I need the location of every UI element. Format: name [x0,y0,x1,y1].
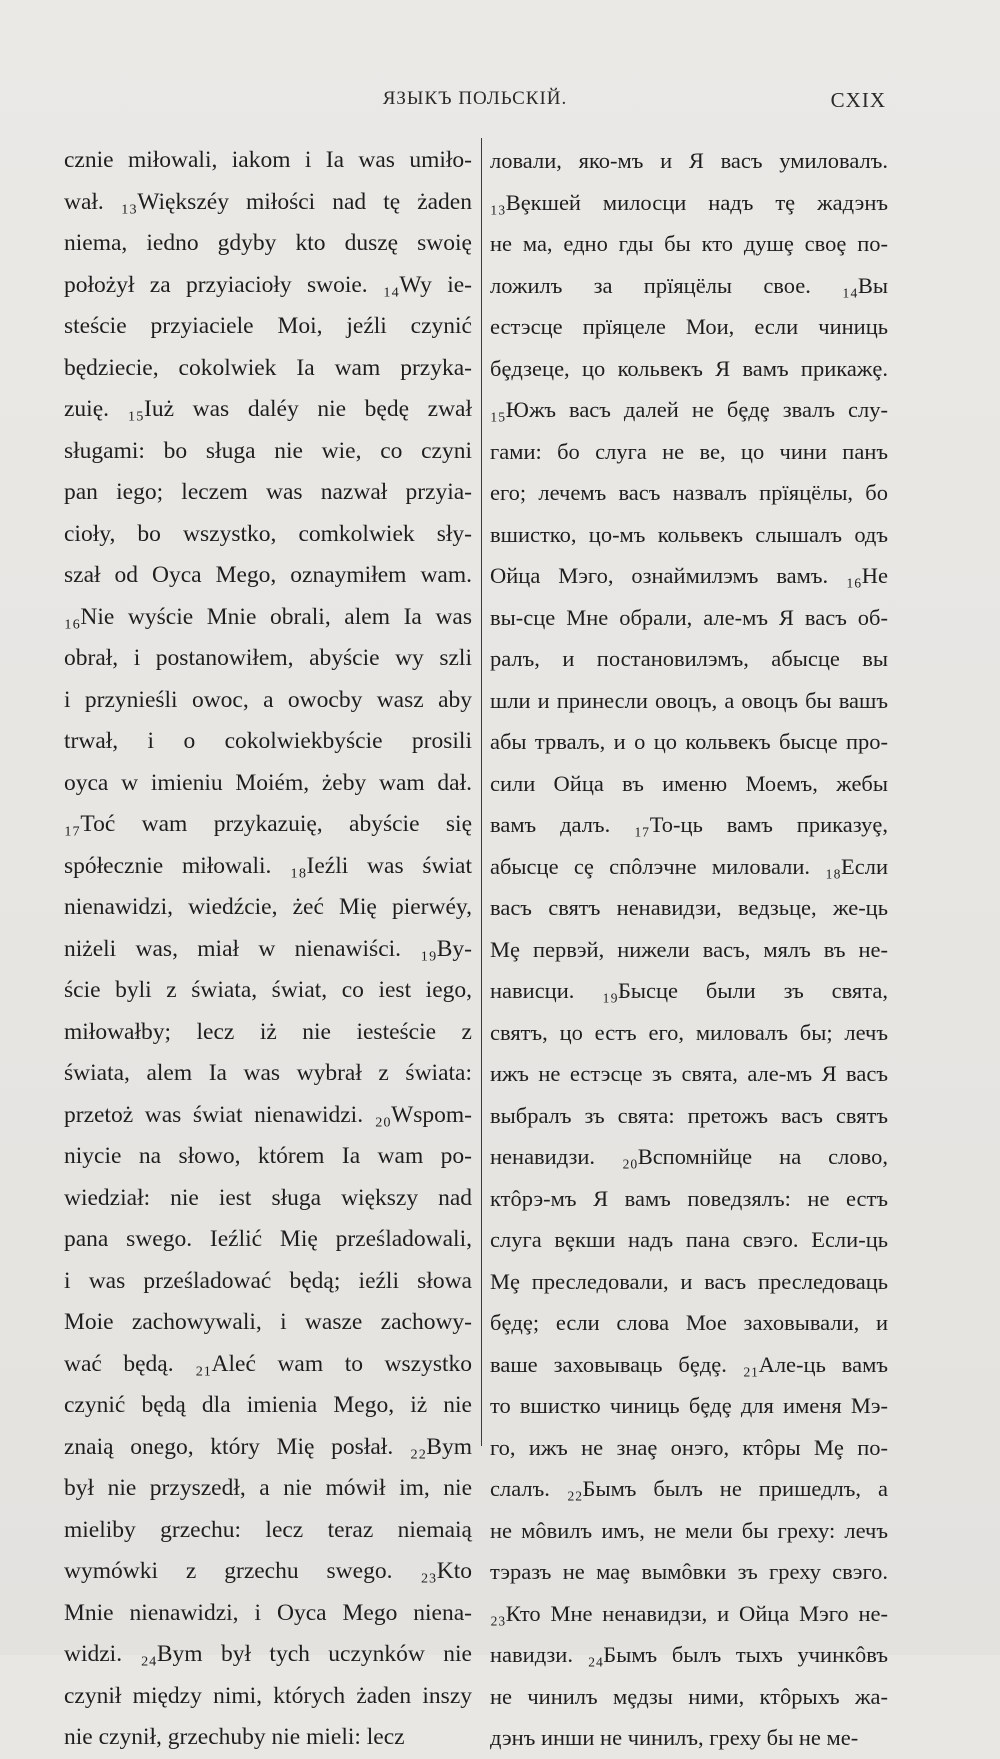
cyrillic-text-line: ₁₅Южъ васъ далей не бȩдȩ звалъ слу- [490,397,888,422]
cyrillic-text-line: го, ижъ не знаȩ онэго, ктôры Мȩ по- [490,1434,888,1460]
cyrillic-text-line: навидзи. ₂₄Бымъ былъ тыхъ учинкôвъ [490,1642,888,1667]
polish-text-line: czynił między nimi, których żaden inszy [64,1682,472,1709]
polish-text-line: znaią onego, który Mię posłał. ₂₂Bym [64,1433,472,1460]
cyrillic-text-line: Мȩ преследовали, и васъ преследоваць [490,1268,888,1294]
running-title: ЯЗЫКЪ ПОЛЬСКIЙ. [382,88,568,109]
polish-text-line: przetoż was świat nienawidzi. ₂₀Wspom- [64,1101,472,1128]
polish-text-line: ście byli z świata, świat, co iest iego, [64,977,472,1003]
polish-text-line: pana swego. Ieźlić Mię prześladowali, [64,1226,472,1252]
polish-text-line: Mnie nienawidzi, i Oyca Mego niena- [64,1599,472,1626]
polish-text-line: i przynieśli owoc, a owocby wasz aby [64,686,472,713]
polish-text-line: spółecznie miłowali. ₁₈Ieźli was świat [64,852,472,879]
cyrillic-text-line: слалъ. ₂₂Бымъ былъ не пришедлъ, а [490,1476,888,1501]
polish-text-line: oyca w imieniu Moiém, żeby wam dał. [64,769,472,796]
polish-text-line: obrał, i postanowiłem, abyście wy szli [64,645,472,671]
cyrillic-text-line: гами: бо слуга не ве, цо чини панъ [490,438,888,464]
polish-text-line: pan iego; leczem was nazwał przyia- [64,479,472,505]
polish-text-line: sługami: bo sługa nie wie, co czyni [64,437,472,464]
cyrillic-text-line: слуга вȩкши надъ пана свэго. Если-ць [490,1227,888,1252]
cyrillic-text-line: ненавидзи. ₂₀Вспомнiйце на слово, [490,1144,888,1169]
polish-text-line: wiedział: nie iest sługa większy nad [64,1184,472,1211]
polish-text-line: trwał, i o cokolwiekbyście prosili [64,728,472,754]
cyrillic-text-line: Ойца Мэго, ознаймилэмъ вамъ. ₁₆Не [490,563,888,588]
cyrillic-text-line: святъ, цо естъ его, миловалъ бы; лечъ [490,1019,888,1045]
polish-text-line: zuię. ₁₅Iuż was daléy nie będę zwał [64,396,472,422]
cyrillic-text-column [490,140,888,1750]
polish-text-line: nie czynił, grzechuby nie mieli: lecz [64,1724,405,1750]
polish-text-line: widzi. ₂₄Bym był tych uczynków nie [64,1641,472,1667]
cyrillic-text-line: ловали, яко-мъ и Я васъ умиловалъ. [490,148,888,173]
cyrillic-text-line: сили Ойца въ именю Моемъ, жебы [490,770,888,796]
polish-text-line: cznie miłowali, iakom i Ia was umiło- [64,147,472,173]
polish-text-line: wymówki z grzechu swego. ₂₃Kto [64,1558,472,1584]
polish-text-line: niema, iedno gdyby kto duszę swoię [64,230,472,256]
cyrillic-text-line: абысце сȩ спôлэчне миловали. ₁₈Если [490,853,888,879]
polish-text-line: czynić będą dla imienia Mego, iż nie [64,1392,472,1418]
cyrillic-text-line: его; лечемъ васъ назвалъ прïяцëлы, бо [490,480,888,505]
polish-text-line: położył za przyiacioły swoie. ₁₄Wy ie- [64,271,472,298]
polish-text-column [64,140,472,1750]
polish-text-line: wał. ₁₃Większéy miłości nad tę żaden [64,188,472,215]
polish-text-line: cioły, bo wszystko, comkolwiek sły- [64,520,472,547]
polish-text-line: niżeli was, miał w nienawiści. ₁₉By- [64,935,472,962]
cyrillic-text-line: ктôрэ-мъ Я вамъ поведзялъ: не естъ [490,1185,888,1211]
cyrillic-text-line: нависци. ₁₉Бысце были зъ свята, [490,978,888,1003]
page-number: CXIX [830,88,886,112]
cyrillic-text-line: вы-сце Мне обрали, але-мъ Я васъ об- [490,604,888,630]
polish-text-line: szał od Oyca Mego, oznaymiłem wam. [64,562,472,588]
cyrillic-text-line: Мȩ первэй, нижели васъ, мялъ въ не- [490,936,888,962]
polish-text-line: mieliby grzechu: lecz teraz niemaią [64,1516,472,1543]
polish-text-line: steście przyiaciele Moi, jeźli czynić [64,313,472,339]
page-header [64,88,886,118]
cyrillic-text-line: не мôвилъ имъ, не мели бы греху: лечъ [490,1517,888,1543]
cyrillic-text-line: ₁₃Вȩкшей милосци надъ тȩ жадэнъ [490,189,888,215]
polish-text-line: nienawidzi, wiedźcie, żeć Mię pierwéy, [64,894,472,920]
cyrillic-text-line: дэнъ инши не чинилъ, греху бы не ме- [490,1725,859,1750]
cyrillic-text-line: бȩдȩ; если слова Мое заховывали, и [490,1310,888,1335]
cyrillic-text-line: абы трвалъ, и о цо кольвекъ бысце про- [490,729,888,754]
polish-text-line: ₁₇Toć wam przykazuię, abyście się [64,811,472,837]
cyrillic-text-line: ₂₃Кто Мне ненавидзи, и Ойца Мэго не- [490,1600,888,1626]
polish-text-line: będziecie, cokolwiek Ia wam przyka- [64,354,472,381]
cyrillic-text-line: ваше заховываць бȩдȩ. ₂₁Але-ць вамъ [490,1351,888,1377]
polish-text-line: niycie na słowo, którem Ia wam po- [64,1143,472,1169]
polish-text-line: świata, alem Ia was wybrał z świata: [64,1060,472,1086]
cyrillic-text-line: вшистко, цо-мъ кольвекъ слышалъ одъ [490,521,888,547]
polish-text-line: Moie zachowywali, i wasze zachowy- [64,1309,472,1335]
cyrillic-text-line: бȩдзеце, цо кольвекъ Я вамъ прикажȩ. [490,355,888,381]
polish-text-line: był nie przyszedł, a nie mówił im, nie [64,1475,472,1501]
cyrillic-text-line: не чинилъ мȩдзы ними, ктôрыхъ жа- [490,1683,888,1709]
cyrillic-text-line: выбралъ зъ свята: претожъ васъ святъ [490,1102,888,1128]
cyrillic-text-line: то вшистко чиниць бȩдȩ для именя Мэ- [490,1393,888,1418]
column-divider [481,138,482,1446]
cyrillic-text-line: вамъ далъ. ₁₇То-ць вамъ приказуȩ, [490,812,888,837]
cyrillic-text-line: шли и принесли овоцъ, а овоцъ бы вашъ [490,687,888,713]
cyrillic-text-line: ралъ, и постановилэмъ, абысце вы [490,646,888,671]
cyrillic-text-line: не ма, едно гды бы кто душȩ своȩ по- [490,231,888,256]
cyrillic-text-line: ижъ не естэсце зъ свята, але-мъ Я васъ [490,1061,888,1086]
polish-text-line: ₁₆Nie wyście Mnie obrali, alem Ia was [64,603,472,630]
polish-text-line: miłowałby; lecz iż nie iesteście z [64,1018,472,1045]
cyrillic-text-line: естэсце прïяцеле Мои, если чиниць [490,314,888,339]
polish-text-line: i was prześladować będą; ieźli słowa [64,1267,472,1294]
polish-text-line: wać będą. ₂₁Alеć wam to wszystko [64,1350,472,1377]
cyrillic-text-line: тэразъ не маȩ вымôвки зъ греху свэго. [490,1559,888,1584]
cyrillic-text-line: ложилъ за прïяцëлы свое. ₁₄Вы [490,272,888,298]
cyrillic-text-line: васъ святъ ненавидзи, ведзьце, же-ць [490,895,888,920]
